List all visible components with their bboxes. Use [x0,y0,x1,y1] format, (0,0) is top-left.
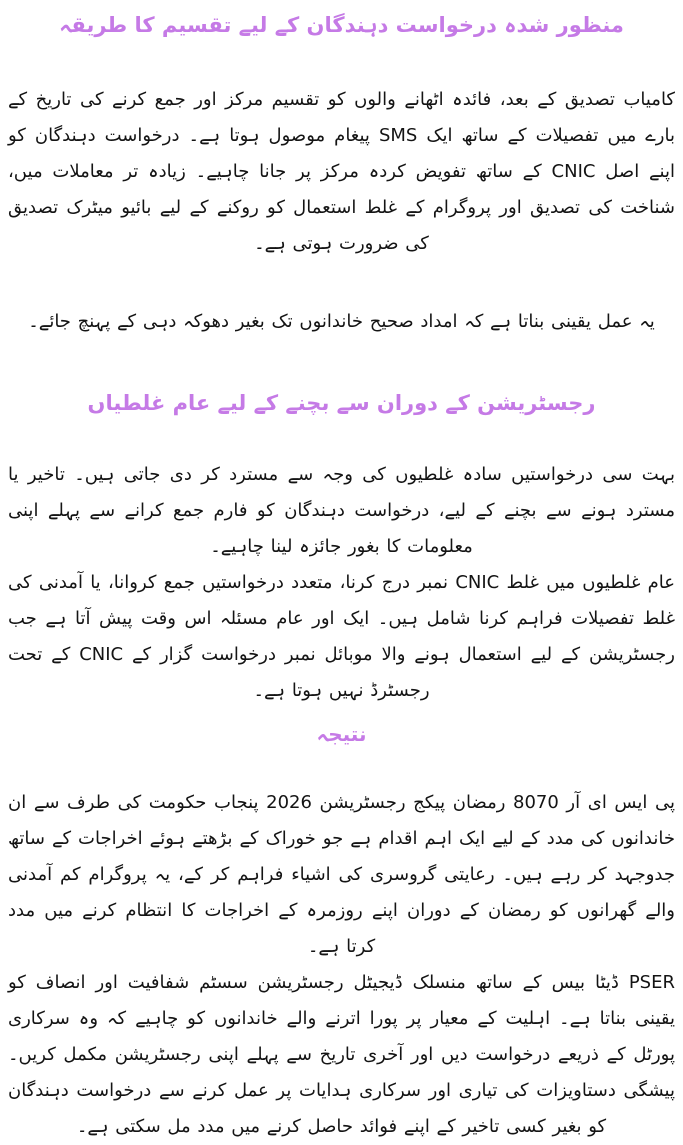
paragraph-conclusion-program: پی ایس ای آر 8070 رمضان پیکج رجسٹریشن 2026 پنجاب حکومت کی طرف سے ان خاندانوں کی مدد کے لیے ایک اہم اقدام ہے جو خوراک کے بڑھتے ہوئے اخراجات کے ساتھ جدوجہد کر رہے ہیں۔ رعایتی گروسری کی اشیاء فراہم کر کے، یہ پروگرام کم آمدنی والے گھرانوں کو رمضان کے دوران اپنے روزمرہ کے اخراجات کا انتظام کرنے میں مدد کرتا ہے۔ [8,792,675,957]
paragraph-sms-notification: کامیاب تصدیق کے بعد، فائدہ اٹھانے والوں کو تقسیم مرکز اور جمع کرنے کی تاریخ کے بارے میں تفصیلات کے ساتھ ایک SMS پیغام موصول ہوتا ہے۔ درخواست دہندگان کو اپنے اصل CNIC کے ساتھ تفویض کردہ مرکز پر جانا چاہیے۔ زیادہ تر معاملات میں، شناخت کی تصدیق اور پروگرام کے غلط استعمال کو روکنے کے لیے بائیو میٹرک تصدیق کی ضرورت ہوتی ہے۔ [8,88,675,254]
heading-common-mistakes: رجسٹریشن کے دوران سے بچنے کے لیے عام غلطیاں [87,390,596,415]
paragraph-rejections: بہت سی درخواستیں سادہ غلطیوں کی وجہ سے مسترد کر دی جاتی ہیں۔ تاخیر یا مسترد ہونے سے بچنے کے لیے، درخواست دہندگان کو فارم جمع کرانے سے پہلے اپنی معلومات کا بغور جائزہ لینا چاہیے۔ [8,464,675,557]
paragraph-common-errors: عام غلطیوں میں غلط CNIC نمبر درج کرنا، متعدد درخواستیں جمع کروانا، یا آمدنی کی غلط تفصیلات فراہم کرنا شامل ہیں۔ ایک اور عام مسئلہ اس وقت پیش آتا ہے جب رجسٹریشن کے لیے استعمال ہونے والا موبائل نمبر درخواست گزار کے CNIC کے تحت رجسٹرڈ نہیں ہوتا ہے۔ [8,572,675,701]
heading-conclusion: نتیجہ [316,722,367,746]
paragraph-process-assurance: یہ عمل یقینی بناتا ہے کہ امداد صحیح خاندانوں تک بغیر دھوکہ دہی کے پہنچ جائے۔ [28,310,655,332]
heading-distribution-method: منظور شدہ درخواست دہندگان کے لیے تقسیم کا طریقہ [59,13,624,37]
paragraph-conclusion-pser: PSER ڈیٹا بیس کے ساتھ منسلک ڈیجیٹل رجسٹریشن سسٹم شفافیت اور انصاف کو یقینی بناتا ہے۔ اہلیت کے معیار پر پورا اترنے والے خاندانوں کو چاہیے کہ وہ سرکاری پورٹل کے ذریعے درخواست دیں اور آخری تاریخ سے پہلے اپنی رجسٹریشن مکمل کریں۔ پیشگی دستاویزات کی تیاری اور سرکاری ہدایات پر عمل کرنے سے درخواست دہندگان کو بغیر کسی تاخیر کے اپنے فوائد حاصل کرنے میں مدد مل سکتی ہے۔ [8,972,675,1137]
